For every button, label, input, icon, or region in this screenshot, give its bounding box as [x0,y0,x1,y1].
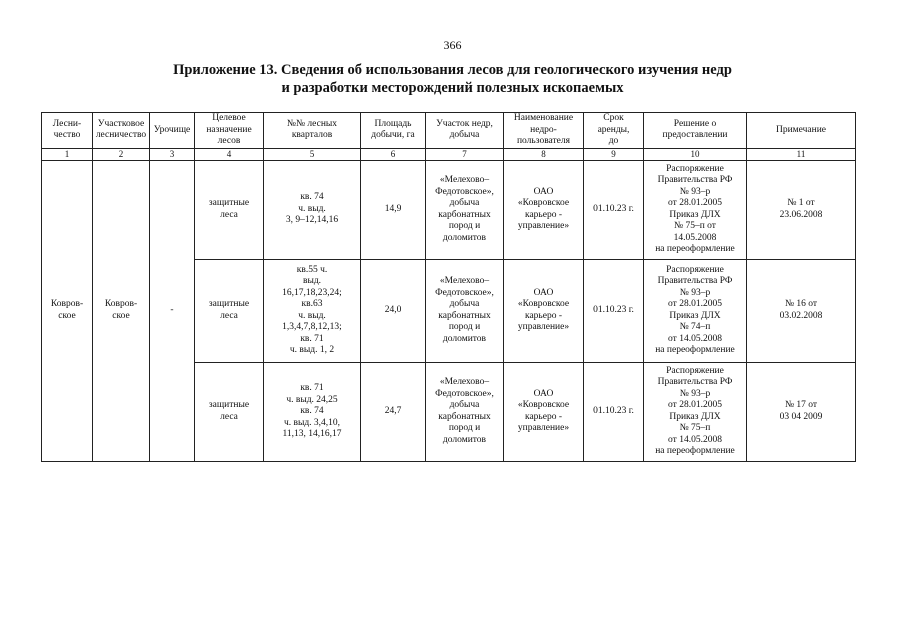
term-cell: 01.10.23 г. [584,362,644,462]
purpose-cell: защитные леса [195,362,264,462]
header-cell: Лесни- чество [42,113,93,149]
column-number: 3 [150,148,195,160]
column-number: 6 [361,148,426,160]
district-forestry-cell: Ковров- ское [93,160,150,462]
column-number: 8 [504,148,584,160]
tract-cell: - [150,160,195,462]
quarters-cell: кв.55 ч. выд. 16,17,18,23,24; кв.63 ч. выд. 1,3,4,7,8,12,13; кв. 71 ч. выд. 1, 2 [264,259,361,362]
purpose-cell: защитные леса [195,259,264,362]
area-cell: 24,7 [361,362,426,462]
header-cell: Срок аренды, до [584,113,644,149]
area-cell: 14,9 [361,160,426,259]
decision-cell: Распоряжение Правительства РФ № 93–р от 28.01.2005 Приказ ДЛХ № 74–п от 14.05.2008 на переоформление [644,259,747,362]
header-cell: Площадь добычи, га [361,113,426,149]
purpose-cell: защитные леса [195,160,264,259]
header-cell: Участок недр, добыча [426,113,504,149]
user-cell: ОАО «Ковровское карьеро - управление» [504,362,584,462]
quarters-cell: кв. 71 ч. выд. 24,25 кв. 74 ч. выд. 3,4,10, 11,13, 14,16,17 [264,362,361,462]
header-cell: Решение о предоставлении [644,113,747,149]
area-cell: 24,0 [361,259,426,362]
term-cell: 01.10.23 г. [584,160,644,259]
note-cell: № 16 от 03.02.2008 [747,259,856,362]
column-number: 11 [747,148,856,160]
table-row [42,160,856,259]
page-number: 366 [443,38,462,52]
header-cell: Наименование недро- пользователя [504,113,584,149]
forestry-cell: Ковров- ское [42,160,93,462]
column-number: 10 [644,148,747,160]
column-number: 5 [264,148,361,160]
header-cell: №№ лесных кварталов [264,113,361,149]
header-cell: Участковое лесничество [93,113,150,149]
title-line-1: Приложение 13. Сведения об использования лесов для геологического изучения недр [173,62,732,78]
note-cell: № 17 от 03 04 2009 [747,362,856,462]
column-number: 7 [426,148,504,160]
site-cell: «Мелехово– Федотовское», добыча карбонатных пород и доломитов [426,160,504,259]
user-cell: ОАО «Ковровское карьеро - управление» [504,259,584,362]
title-line-2: и разработки месторождений полезных ископаемых [281,80,624,96]
decision-cell: Распоряжение Правительства РФ № 93–р от 28.01.2005 Приказ ДЛХ № 75–п от 14.05.2008 на переоформление [644,160,747,259]
header-cell: Целевое назначение лесов [195,113,264,149]
header-row [42,113,856,149]
site-cell: «Мелехово– Федотовское», добыча карбонатных пород и доломитов [426,362,504,462]
column-number: 1 [42,148,93,160]
user-cell: ОАО «Ковровское карьеро - управление» [504,160,584,259]
term-cell: 01.10.23 г. [584,259,644,362]
forest-use-table [41,112,856,462]
quarters-cell: кв. 74 ч. выд. 3, 9–12,14,16 [264,160,361,259]
header-cell: Урочище [150,113,195,149]
decision-cell: Распоряжение Правительства РФ № 93–р от 28.01.2005 Приказ ДЛХ № 75–п от 14.05.2008 на переоформление [644,362,747,462]
site-cell: «Мелехово– Федотовское», добыча карбонатных пород и доломитов [426,259,504,362]
header-cell: Примечание [747,113,856,149]
column-number-row [42,148,856,160]
page-title [60,61,845,97]
column-number: 2 [93,148,150,160]
column-number: 4 [195,148,264,160]
note-cell: № 1 от 23.06.2008 [747,160,856,259]
column-number: 9 [584,148,644,160]
